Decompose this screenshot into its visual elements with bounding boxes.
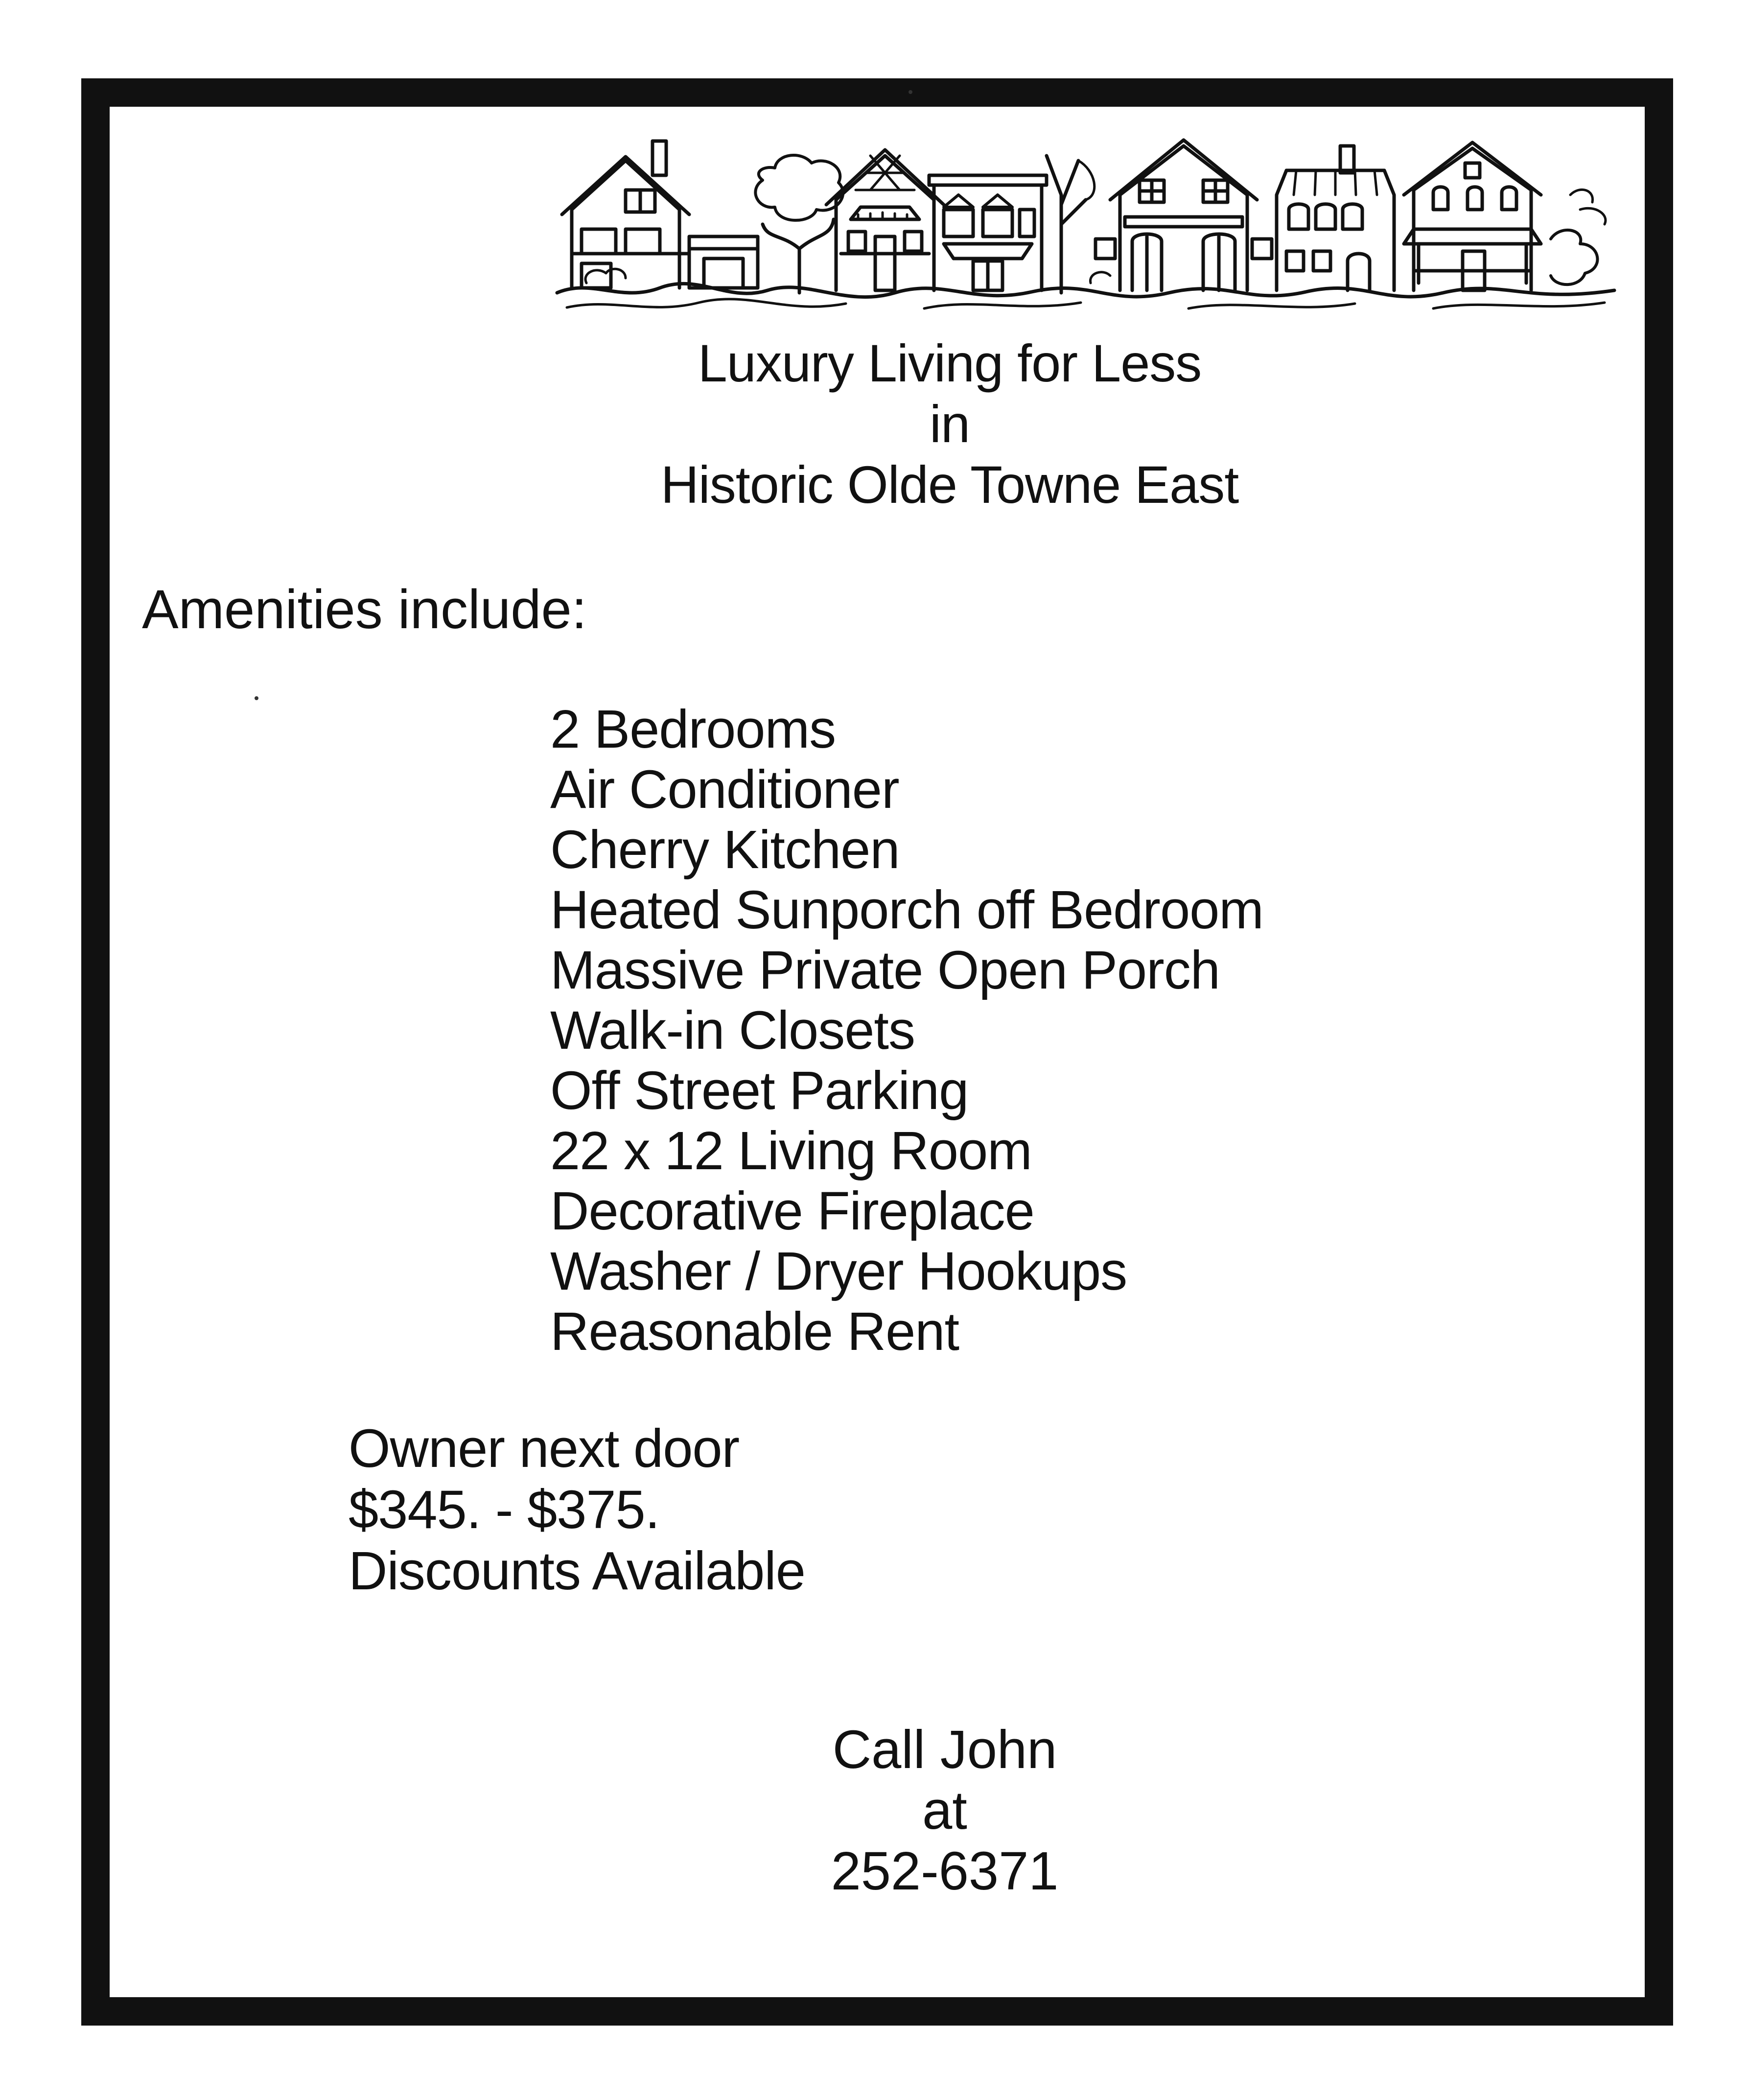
headline-line-2: in	[929, 394, 970, 453]
contact-block	[749, 1720, 1141, 1902]
amenity-item: Washer / Dryer Hookups	[550, 1241, 1127, 1301]
owner-note: Owner next door	[349, 1418, 740, 1479]
headline-line-3: Historic Olde Towne East	[660, 455, 1239, 514]
amenities-heading: Amenities include:	[142, 579, 587, 640]
amenity-item: Off Street Parking	[550, 1061, 969, 1121]
scan-speck	[255, 696, 258, 700]
amenity-item: 2 Bedrooms	[550, 699, 836, 759]
amenity-item: Massive Private Open Porch	[550, 940, 1220, 1000]
amenity-item: Walk-in Closets	[550, 1000, 915, 1061]
row-of-houses-icon	[552, 126, 1619, 318]
price-range: $345. - $375.	[349, 1480, 660, 1540]
amenity-item: Cherry Kitchen	[550, 820, 900, 880]
discounts-note: Discounts Available	[349, 1541, 805, 1601]
amenity-item: Heated Sunporch off Bedroom	[550, 880, 1263, 940]
amenity-item: Decorative Fireplace	[550, 1181, 1034, 1241]
amenity-item: 22 x 12 Living Room	[550, 1121, 1032, 1181]
amenities-list	[550, 699, 1263, 1362]
headline	[480, 333, 1420, 515]
scan-speck	[909, 90, 912, 94]
phone-number: 252-6371	[831, 1841, 1059, 1901]
amenity-item: Reasonable Rent	[550, 1301, 959, 1362]
contact-line-1: Call John	[832, 1720, 1057, 1780]
amenity-item: Air Conditioner	[550, 759, 899, 820]
contact-line-2: at	[922, 1780, 967, 1840]
rental-details	[349, 1418, 805, 1602]
headline-line-1: Luxury Living for Less	[698, 333, 1202, 393]
